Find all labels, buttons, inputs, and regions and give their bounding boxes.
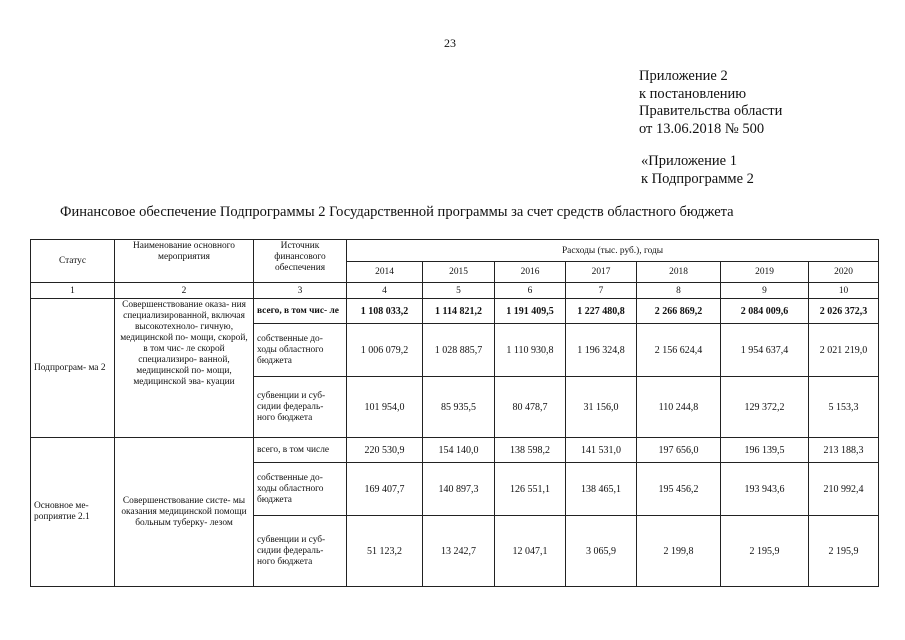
year-header: 2017: [566, 262, 637, 283]
value-cell: 51 123,2: [347, 516, 423, 587]
value-cell: 140 897,3: [423, 463, 495, 516]
column-number: 5: [423, 283, 495, 299]
annex-line: «Приложение 1: [641, 153, 737, 169]
value-cell: 210 992,4: [809, 463, 879, 516]
value-cell: 193 943,6: [721, 463, 809, 516]
value-cell: 220 530,9: [347, 438, 423, 463]
annex-block: [641, 153, 754, 188]
value-cell: 85 935,5: [423, 377, 495, 438]
column-number: 10: [809, 283, 879, 299]
value-cell: 2 199,8: [637, 516, 721, 587]
year-header: 2019: [721, 262, 809, 283]
value-cell: 154 140,0: [423, 438, 495, 463]
activity-name-cell: Совершенствование оказа- ния специализированной, включая высокотехноло- гичную, медицинской по- мощи, скорой, в том чис- ле скорой специализиро- ванной, медицинской по- мощи, медицинской эва- куации: [115, 299, 254, 438]
value-cell: 129 372,2: [721, 377, 809, 438]
column-number: 9: [721, 283, 809, 299]
value-cell: 12 047,1: [495, 516, 566, 587]
value-cell: 1 227 480,8: [566, 299, 637, 324]
value-cell: 141 531,0: [566, 438, 637, 463]
status-cell: Основное ме- роприятие 2.1: [31, 438, 115, 587]
source-cell: всего, в том числе: [254, 438, 347, 463]
year-header: 2018: [637, 262, 721, 283]
value-cell: 1 196 324,8: [566, 324, 637, 377]
source-cell: собственные до- ходы областного бюджета: [254, 463, 347, 516]
value-cell: 5 153,3: [809, 377, 879, 438]
value-cell: 197 656,0: [637, 438, 721, 463]
approval-line: к постановлению: [639, 85, 747, 102]
value-cell: 138 598,2: [495, 438, 566, 463]
header-source: Источник финансового обеспечения: [254, 240, 347, 283]
financing-table: [30, 239, 879, 587]
value-cell: 2 195,9: [721, 516, 809, 587]
activity-name-cell: Совершенствование систе- мы оказания медицинской помощи больным туберку- лезом: [115, 438, 254, 587]
source-cell: субвенции и суб- сидии федераль- ного бюджета: [254, 516, 347, 587]
header-status: Статус: [31, 240, 115, 283]
value-cell: 1 110 930,8: [495, 324, 566, 377]
column-number: 4: [347, 283, 423, 299]
column-number: 2: [115, 283, 254, 299]
value-cell: 2 195,9: [809, 516, 879, 587]
value-cell: 138 465,1: [566, 463, 637, 516]
year-header: 2014: [347, 262, 423, 283]
header-name: Наименование основного мероприятия: [115, 240, 254, 283]
value-cell: 2 021 219,0: [809, 324, 879, 377]
value-cell: 101 954,0: [347, 377, 423, 438]
value-cell: 195 456,2: [637, 463, 721, 516]
page-number: 23: [444, 36, 456, 50]
source-cell: собственные до- ходы областного бюджета: [254, 324, 347, 377]
value-cell: 169 407,7: [347, 463, 423, 516]
value-cell: 196 139,5: [721, 438, 809, 463]
column-number: 7: [566, 283, 637, 299]
source-cell: субвенции и суб- сидии федераль- ного бюджета: [254, 377, 347, 438]
value-cell: 1 114 821,2: [423, 299, 495, 324]
value-cell: 2 156 624,4: [637, 324, 721, 377]
value-cell: 3 065,9: [566, 516, 637, 587]
column-number: 1: [31, 283, 115, 299]
approval-block: [639, 68, 782, 138]
approval-line: Приложение 2: [639, 68, 728, 84]
value-cell: 31 156,0: [566, 377, 637, 438]
value-cell: 1 006 079,2: [347, 324, 423, 377]
value-cell: 2 026 372,3: [809, 299, 879, 324]
approval-line: от 13.06.2018 № 500: [639, 120, 765, 137]
value-cell: 1 191 409,5: [495, 299, 566, 324]
year-header: 2015: [423, 262, 495, 283]
value-cell: 1 028 885,7: [423, 324, 495, 377]
value-cell: 80 478,7: [495, 377, 566, 438]
header-expenses: Расходы (тыс. руб.), годы: [347, 240, 879, 262]
column-number: 3: [254, 283, 347, 299]
approval-line: Правительства области: [639, 103, 783, 119]
status-cell: Подпрограм- ма 2: [31, 299, 115, 438]
source-cell: всего, в том чис- ле: [254, 299, 347, 324]
document-title: Финансовое обеспечение Подпрограммы 2 Государственной программы за счет средств областного бюджета: [60, 204, 734, 220]
year-header: 2020: [809, 262, 879, 283]
value-cell: 213 188,3: [809, 438, 879, 463]
value-cell: 1 954 637,4: [721, 324, 809, 377]
column-number: 8: [637, 283, 721, 299]
year-header: 2016: [495, 262, 566, 283]
value-cell: 2 084 009,6: [721, 299, 809, 324]
annex-line: к Подпрограмме 2: [641, 170, 754, 187]
value-cell: 1 108 033,2: [347, 299, 423, 324]
value-cell: 2 266 869,2: [637, 299, 721, 324]
value-cell: 13 242,7: [423, 516, 495, 587]
table-row: [31, 438, 879, 463]
value-cell: 126 551,1: [495, 463, 566, 516]
column-number: 6: [495, 283, 566, 299]
value-cell: 110 244,8: [637, 377, 721, 438]
table-row: [31, 299, 879, 324]
